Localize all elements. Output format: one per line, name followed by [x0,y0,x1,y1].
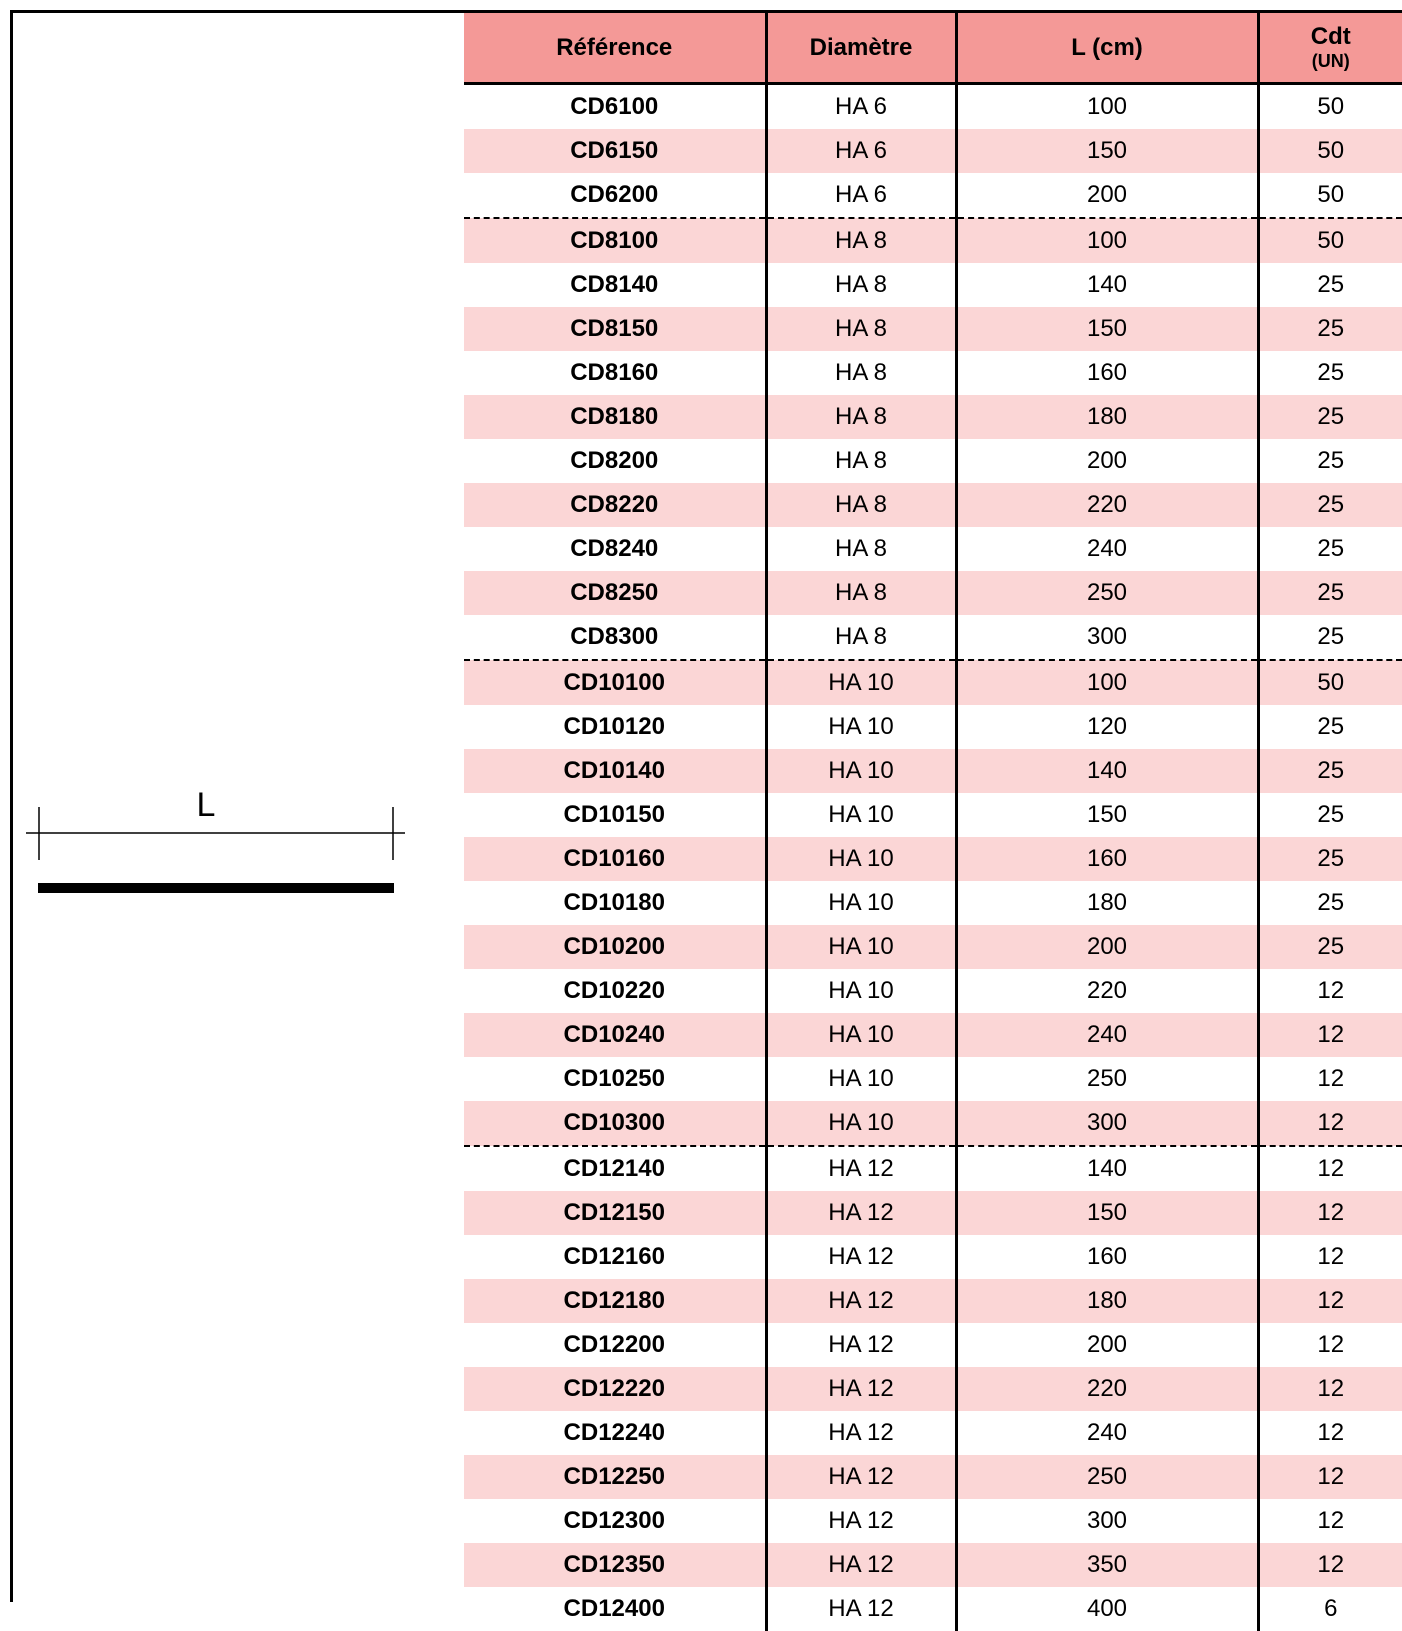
table-row [464,1587,1402,1631]
cell-cdt: 25 [1258,881,1402,925]
cell-length: 150 [956,307,1258,351]
header-cdt-unit: (UN) [1260,50,1402,72]
cell-reference: CD6200 [464,173,766,218]
cell-diameter: HA 8 [766,439,956,483]
cell-diameter: HA 12 [766,1587,956,1631]
cell-length: 240 [956,1013,1258,1057]
cell-cdt: 50 [1258,129,1402,173]
table-row [464,84,1402,130]
table-row [464,1013,1402,1057]
cell-length: 120 [956,705,1258,749]
cell-diameter: HA 10 [766,660,956,705]
cell-diameter: HA 10 [766,969,956,1013]
table-row [464,969,1402,1013]
table-row [464,1057,1402,1101]
cell-reference: CD6100 [464,84,766,130]
cell-length: 160 [956,1235,1258,1279]
cell-reference: CD12140 [464,1146,766,1191]
cell-reference: CD8160 [464,351,766,395]
table-row [464,1411,1402,1455]
cell-diameter: HA 10 [766,1057,956,1101]
cell-reference: CD12300 [464,1499,766,1543]
dimension-label: L [186,785,226,825]
cell-reference: CD10140 [464,749,766,793]
table-row [464,1323,1402,1367]
header-reference: Référence [464,13,766,84]
cell-diameter: HA 6 [766,129,956,173]
product-table [464,13,1402,1631]
cell-cdt: 25 [1258,749,1402,793]
table-row [464,793,1402,837]
cell-diameter: HA 8 [766,527,956,571]
table-row [464,1191,1402,1235]
cell-length: 240 [956,527,1258,571]
cell-cdt: 25 [1258,439,1402,483]
table-row [464,263,1402,307]
table-row [464,837,1402,881]
cell-length: 300 [956,615,1258,660]
cell-length: 250 [956,571,1258,615]
cell-diameter: HA 6 [766,84,956,130]
table-row [464,129,1402,173]
cell-cdt: 25 [1258,615,1402,660]
cell-length: 160 [956,351,1258,395]
cell-cdt: 50 [1258,660,1402,705]
cell-reference: CD10120 [464,705,766,749]
cell-length: 140 [956,1146,1258,1191]
cell-diameter: HA 10 [766,749,956,793]
cell-reference: CD10200 [464,925,766,969]
cell-cdt: 12 [1258,1279,1402,1323]
cell-diameter: HA 8 [766,571,956,615]
cell-reference: CD12400 [464,1587,766,1631]
cell-length: 250 [956,1057,1258,1101]
cell-length: 150 [956,1191,1258,1235]
cell-diameter: HA 12 [766,1455,956,1499]
header-diameter: Diamètre [766,13,956,84]
cell-cdt: 25 [1258,793,1402,837]
table-row [464,1499,1402,1543]
cell-cdt: 12 [1258,1235,1402,1279]
cell-cdt: 25 [1258,705,1402,749]
cell-cdt: 25 [1258,925,1402,969]
cell-cdt: 25 [1258,307,1402,351]
cell-reference: CD8220 [464,483,766,527]
table-row [464,483,1402,527]
cell-cdt: 50 [1258,84,1402,130]
cell-cdt: 12 [1258,969,1402,1013]
cell-length: 140 [956,749,1258,793]
cell-length: 100 [956,84,1258,130]
cell-reference: CD10100 [464,660,766,705]
table-row [464,1279,1402,1323]
table-row [464,439,1402,483]
cell-cdt: 12 [1258,1543,1402,1587]
cell-length: 220 [956,1367,1258,1411]
cell-cdt: 12 [1258,1455,1402,1499]
cell-length: 250 [956,1455,1258,1499]
cell-length: 180 [956,395,1258,439]
table-row [464,395,1402,439]
cell-length: 200 [956,439,1258,483]
cell-length: 300 [956,1101,1258,1146]
cell-diameter: HA 12 [766,1279,956,1323]
table-row [464,615,1402,660]
table-row [464,705,1402,749]
cell-diameter: HA 12 [766,1323,956,1367]
cell-reference: CD12150 [464,1191,766,1235]
cell-cdt: 25 [1258,837,1402,881]
cell-diameter: HA 10 [766,837,956,881]
cell-cdt: 50 [1258,173,1402,218]
cell-cdt: 25 [1258,527,1402,571]
cell-reference: CD8250 [464,571,766,615]
cell-length: 200 [956,925,1258,969]
table-row [464,1367,1402,1411]
cell-cdt: 12 [1258,1411,1402,1455]
cell-reference: CD8240 [464,527,766,571]
cell-diameter: HA 8 [766,395,956,439]
cell-cdt: 25 [1258,483,1402,527]
table-row [464,925,1402,969]
cell-reference: CD8180 [464,395,766,439]
cell-cdt: 12 [1258,1323,1402,1367]
rebar-bar [38,883,394,893]
table-row [464,660,1402,705]
table-row [464,527,1402,571]
cell-reference: CD8200 [464,439,766,483]
cell-cdt: 25 [1258,263,1402,307]
cell-diameter: HA 10 [766,705,956,749]
cell-cdt: 12 [1258,1146,1402,1191]
cell-diameter: HA 10 [766,925,956,969]
cell-cdt: 12 [1258,1057,1402,1101]
bar-diagram [0,0,466,1602]
cell-reference: CD8150 [464,307,766,351]
cell-length: 100 [956,660,1258,705]
cell-cdt: 25 [1258,351,1402,395]
bar-drawing [0,0,466,1602]
cell-reference: CD8300 [464,615,766,660]
header-length: L (cm) [956,13,1258,84]
cell-reference: CD10240 [464,1013,766,1057]
cell-length: 200 [956,1323,1258,1367]
cell-length: 100 [956,218,1258,263]
cell-cdt: 6 [1258,1587,1402,1631]
cell-length: 180 [956,1279,1258,1323]
cell-reference: CD12350 [464,1543,766,1587]
cell-length: 160 [956,837,1258,881]
cell-length: 180 [956,881,1258,925]
cell-reference: CD12180 [464,1279,766,1323]
cell-diameter: HA 10 [766,1013,956,1057]
cell-diameter: HA 12 [766,1411,956,1455]
cell-length: 200 [956,173,1258,218]
cell-length: 350 [956,1543,1258,1587]
cell-cdt: 50 [1258,218,1402,263]
cell-cdt: 12 [1258,1013,1402,1057]
table-row [464,307,1402,351]
cell-diameter: HA 12 [766,1543,956,1587]
cell-cdt: 12 [1258,1499,1402,1543]
cell-reference: CD10150 [464,793,766,837]
cell-cdt: 25 [1258,395,1402,439]
cell-length: 400 [956,1587,1258,1631]
cell-cdt: 12 [1258,1101,1402,1146]
cell-diameter: HA 10 [766,881,956,925]
cell-diameter: HA 12 [766,1146,956,1191]
cell-reference: CD12200 [464,1323,766,1367]
table-row [464,351,1402,395]
cell-cdt: 12 [1258,1367,1402,1411]
cell-reference: CD10220 [464,969,766,1013]
table-row [464,1543,1402,1587]
cell-reference: CD10250 [464,1057,766,1101]
cell-reference: CD10300 [464,1101,766,1146]
cell-reference: CD6150 [464,129,766,173]
cell-reference: CD10160 [464,837,766,881]
cell-diameter: HA 12 [766,1499,956,1543]
cell-length: 220 [956,483,1258,527]
cell-diameter: HA 8 [766,483,956,527]
cell-reference: CD12250 [464,1455,766,1499]
cell-diameter: HA 10 [766,793,956,837]
header-cdt [1258,13,1402,84]
cell-diameter: HA 10 [766,1101,956,1146]
table-row [464,1146,1402,1191]
cell-length: 220 [956,969,1258,1013]
cell-diameter: HA 12 [766,1191,956,1235]
table-row [464,218,1402,263]
cell-diameter: HA 8 [766,351,956,395]
cell-diameter: HA 12 [766,1367,956,1411]
table-row [464,749,1402,793]
cell-reference: CD8100 [464,218,766,263]
table-row [464,173,1402,218]
cell-diameter: HA 8 [766,615,956,660]
table-row [464,881,1402,925]
cell-diameter: HA 8 [766,307,956,351]
cell-diameter: HA 8 [766,218,956,263]
table-row [464,571,1402,615]
cell-diameter: HA 6 [766,173,956,218]
cell-cdt: 12 [1258,1191,1402,1235]
cell-length: 150 [956,793,1258,837]
table-row [464,1101,1402,1146]
cell-reference: CD10180 [464,881,766,925]
cell-length: 240 [956,1411,1258,1455]
table-row [464,1235,1402,1279]
cell-length: 150 [956,129,1258,173]
table-header [464,13,1402,84]
cell-diameter: HA 12 [766,1235,956,1279]
cell-cdt: 25 [1258,571,1402,615]
cell-reference: CD12240 [464,1411,766,1455]
cell-reference: CD12220 [464,1367,766,1411]
cell-length: 140 [956,263,1258,307]
header-cdt-label: Cdt [1311,23,1351,50]
cell-length: 300 [956,1499,1258,1543]
cell-reference: CD12160 [464,1235,766,1279]
cell-diameter: HA 8 [766,263,956,307]
table-row [464,1455,1402,1499]
cell-reference: CD8140 [464,263,766,307]
